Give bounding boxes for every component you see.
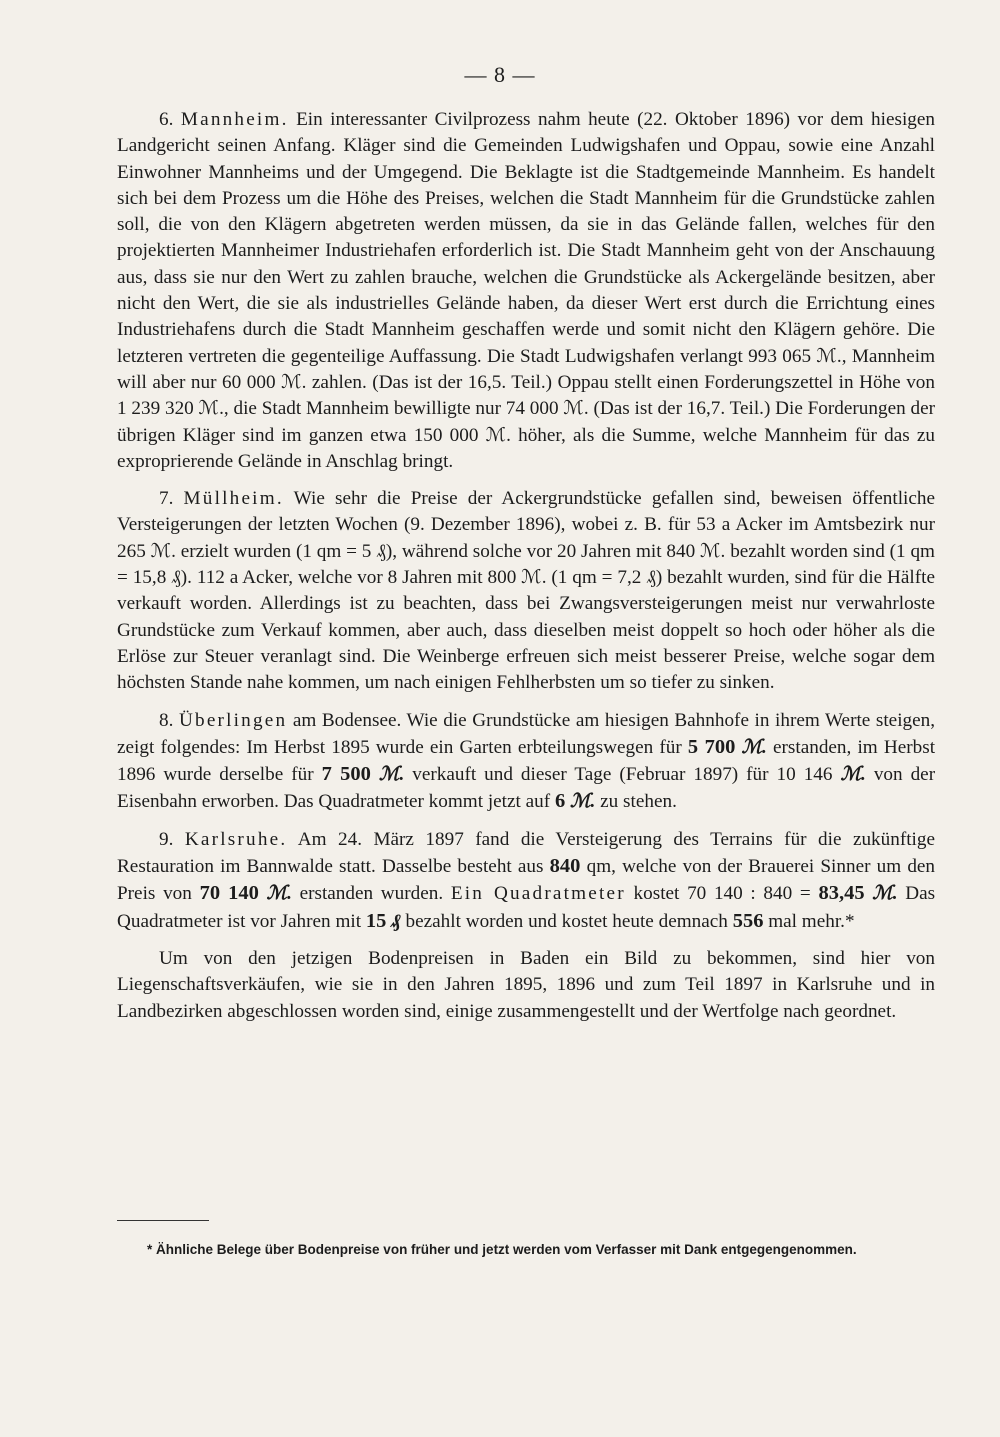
section-heading-karlsruhe: Karlsruhe. [184,828,288,850]
paragraph-text: kostet 70 140 : 840 = [633,883,811,905]
price-value: 6 [554,790,566,813]
paragraph-muellheim [117,486,935,696]
paragraph-text: mal mehr.* [768,910,855,932]
page-number: — 8 — [464,62,536,87]
paragraph-text: am Bodensee. Wie die Grundstücke am hiesigen Bahnhofe in ihrem Werte steigen, zeigt folgendes: Im Herbst 1895 wurde ein Garten erbteilungswegen für [117,709,936,758]
multiplier-value: 556 [732,909,764,932]
paragraph-text: verkauft und dieser Tage (Februar 1897) für 10 146 [412,764,833,786]
section-number: 7. [159,488,174,510]
price-value: 5 700 [687,735,736,758]
body-text [117,107,935,1025]
area-value: 840 [549,855,581,878]
mark-symbol: ℳ. [378,764,405,786]
paragraph-text: erstanden wurden. [299,883,444,905]
paragraph-text: zu stehen. [600,791,677,813]
mark-symbol: ℳ. [741,736,767,758]
paragraph-text: Wie sehr die Preise der Ackergrundstücke gefallen sind, beweisen öffentliche Versteigerungen der letzten Wochen (9. Dezember 1896), wobei z. B. für 53 a Acker im Amtsbezirk nur 265 ℳ. erzielt wurden (1 qm = 5 ₰), während solche vor 20 Jahren mit 840 ℳ. bezahlt worden sind (1 qm = 15,8 ₰). 112 a Acker, welche vor 8 Jahren mit 800 ℳ. (1 qm = 7,2 ₰) bezahlt wurden, sind für die Hälfte verkauft worden. Allerdings ist zu beachten, dass bei Zwangsversteigerungen meist nur verwahrloste Grundstücke zum Verkauf kommen, aber auch, dass dieselben meist doppelt so hoch oder höher als die Erlöse zur Steuer veranlagt sind. Die Weinberge erfreuen sich meist besserer Preise, welche sogar dem höchsten Stande nahe kommen, um nach einigen Fehlherbsten um so tiefer zu sinken. [117,488,935,694]
price-value: 15 [365,909,387,932]
price-value: 70 140 [199,882,259,905]
pfennig-symbol: ₰ [391,910,401,932]
paragraph-text: Am 24. März 1897 fand die Versteigerung des Terrains für die zukünftige Restauration im Bannwalde statt. Dasselbe besteht aus [117,828,935,878]
paragraph-closing: Um von den jetzigen Bodenpreisen in Baden ein Bild zu bekommen, sind hier von Liegenschaftsverkäufen, wie sie in den Jahren 1895, 1896 und zum Teil 1897 in Karlsruhe und in Landbezirken abgeschlossen worden sind, einige zusammengestellt und der Wertfolge nach geordnet. [117,947,935,1022]
paragraph-text: von der Eisenbahn erworben. Das Quadratmeter kommt jetzt auf [117,764,936,813]
section-heading-mannheim: Mannheim. [180,109,289,130]
paragraph-text: bezahlt worden und kostet heute demnach [405,910,728,932]
mark-symbol: ℳ. [570,791,596,813]
paragraph-text: Das Quadratmeter ist vor Jahren mit [117,883,936,932]
price-value: 7 500 [321,763,371,786]
section-number: 6. [159,109,174,130]
section-number: 8. [159,709,174,731]
mark-symbol: ℳ. [266,883,292,905]
mark-symbol: ℳ. [840,764,866,786]
paragraph-text: erstanden, im Herbst 1896 wurde derselbe für [117,736,936,786]
footnote-divider [117,1220,209,1221]
emphasized-phrase: Ein Quadratmeter [450,883,626,905]
section-heading-ueberlingen: Überlingen [178,709,288,731]
paragraph-text: qm, welche von der Brauerei Sinner um den Preis von [117,856,936,905]
section-heading-muellheim: Müllheim. [183,488,284,510]
paragraph-text: Ein interessanter Civilprozess nahm heute (22. Oktober 1896) vor dem hiesigen Landgericht seinen Anfang. Kläger sind die Gemeinden Ludwigshafen und Oppau, sowie eine Anzahl Einwohner Mannheims und der Umgegend. Die Beklagte ist die Stadtgemeinde Mannheim. Es handelt sich bei dem Prozess um die Höhe des Preises, welchen die Stadt Mannheim für die Grundstücke zahlen soll, die von den Klägern abgetreten werden müssen, da sie in das Gelände fallen, welches für den projektierten Mannheimer Industriehafen erforderlich ist. Die Stadt Mannheim geht von der Anschauung aus, dass sie nur den Wert zu zahlen brauche, welchen die Grundstücke als Ackergelände besitzen, aber nicht den Wert, die sie als industrielles Gelände haben, da dieser Wert erst durch die Errichtung eines Industriehafens durch die Stadt Mannheim geschaffen werde und somit nicht den Klägern gehöre. Die letzteren vertreten die gegenteilige Auffassung. Die Stadt Ludwigshafen verlangt 993 065 ℳ., Mannheim will aber nur 60 000 ℳ. zahlen. (Das ist der 16,5. Teil.) Oppau stellt einen Forderungszettel in Höhe von 1 239 320 ℳ., die Stadt Mannheim bewilligte nur 74 000 ℳ. (Das ist der 16,7. Teil.) Die Forderungen der übrigen Kläger sind im ganzen etwa 150 000 ℳ. höher, als die Summe, welche Mannheim für das zu exproprierende Gelände in Anschlag bringt. [117,109,936,472]
mark-symbol: ℳ. [872,883,898,905]
paragraph-mannheim [117,107,935,475]
footnote: * Ähnliche Belege über Bodenpreise von früher und jetzt werden vom Verfasser mit Dank entgegengenommen. [147,1242,857,1257]
paragraph-karlsruhe [117,827,935,935]
price-value: 83,45 [818,882,865,905]
section-number: 9. [159,828,174,850]
paragraph-ueberlingen [117,708,935,816]
